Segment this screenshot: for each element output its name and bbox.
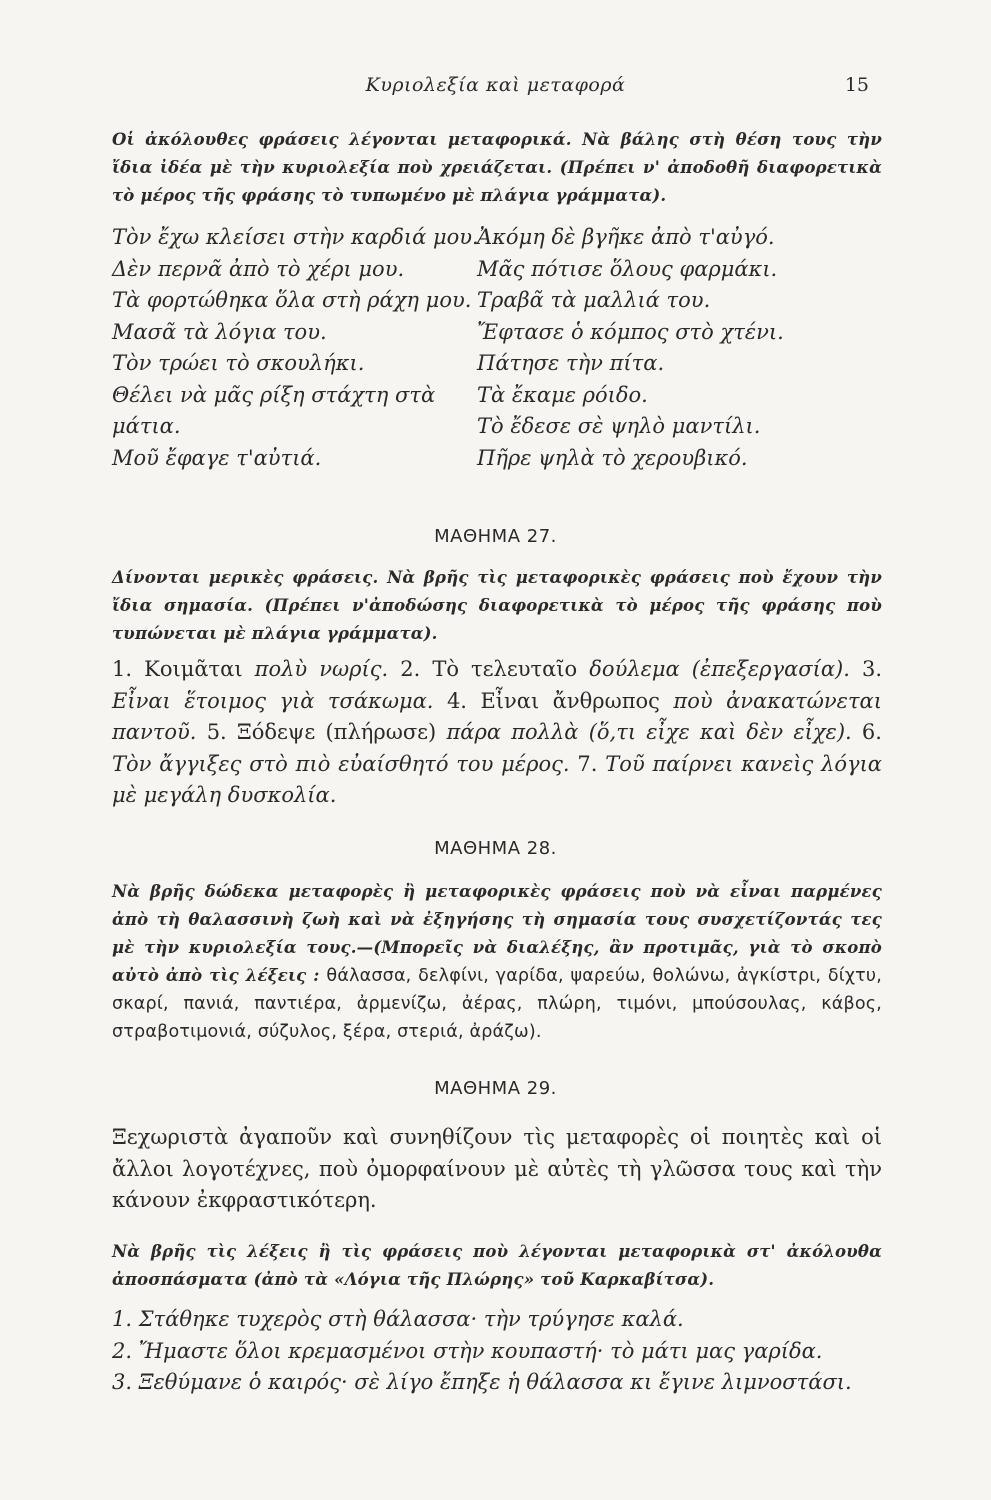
lesson-27-items — [112, 654, 882, 812]
phrase-item: Θέλει νὰ μᾶς ρίξη στάχτη στὰ — [112, 382, 436, 407]
phrase-item: Ἔφτασε ὁ κόμπος στὸ χτένι. — [477, 319, 784, 344]
item-number: 4. — [446, 688, 467, 713]
lesson-27-heading: ΜΑΘΗΜΑ 27. — [434, 526, 557, 547]
phrase-item: μάτια. — [112, 414, 181, 438]
left-phrase-column — [112, 222, 479, 474]
item-italic: δούλεμα (ἐπεξεργασία). — [589, 657, 850, 681]
phrase-item: Ἀκόμη δὲ βγῆκε ἀπὸ τ'αὐγό. — [477, 225, 775, 249]
lesson-28-instruction-text: Νὰ βρῆς δώδεκα μεταφορὲς ἢ μεταφορικὲς φράσεις ποὺ νὰ εἶναι παρμένες ἀπὸ τὴ θαλασσινὴ ζωὴ καὶ νὰ ἐξηγήσης τὴ σημασία τους συσχετίζοντάς τες μὲ τὴν κυριολεξία τους.—(Μπορεῖς νὰ διαλέξης, ἂν προτιμᾶς, γιὰ τὸ σκοπὸ αὐτὸ ἀπὸ τὶς λέξεις : — [112, 882, 882, 985]
lesson-28-instruction — [112, 878, 882, 1046]
item-italic: Τοῦ παίρνει κανεὶς λόγια μὲ μεγάλη δυσκολία. — [112, 751, 882, 807]
item-italic: Τὸν ἄγγιξες στὸ πιὸ εὐαίσθητό του μέρος. — [112, 751, 570, 776]
lesson-28-heading: ΜΑΘΗΜΑ 28. — [434, 838, 557, 859]
phrase-columns — [112, 222, 882, 482]
item-plain: Κοιμᾶται — [144, 657, 243, 681]
phrase-item: Τραβᾶ τὰ μαλλιά του. — [477, 288, 711, 312]
excerpt-item: 3. Ξεθύμανε ὁ καιρός· σὲ λίγο ἔπηξε ἡ θάλασσα κι ἔγινε λιμνοστάσι. — [112, 1370, 852, 1394]
phrase-item: Τὸν ἔχω κλείσει στὴν καρδιά μου. — [112, 225, 479, 249]
item-plain: Εἶναι ἄνθρωπος — [480, 688, 660, 713]
item-number: 5. — [206, 720, 227, 744]
page-number: 15 — [844, 74, 869, 96]
excerpt-item: 1. Στάθηκε τυχερὸς στὴ θάλασσα· τὴν τρύγησε καλά. — [112, 1307, 684, 1331]
phrase-item: Τὰ ἔκαμε ρόιδο. — [477, 382, 648, 407]
phrase-item: Μασᾶ τὰ λόγια του. — [112, 319, 327, 344]
page-header — [0, 74, 991, 104]
item-number: 7. — [577, 751, 598, 776]
phrase-item: Τὸ ἔδεσε σὲ ψηλὸ μαντίλι. — [477, 414, 761, 438]
item-italic: Εἶναι ἕτοιμος γιὰ τσάκωμα. — [112, 688, 434, 713]
item-plain: Τὸ τελευταῖο — [432, 657, 578, 681]
phrase-item: Πάτησε τὴν πίτα. — [477, 351, 665, 375]
intro-instruction: Οἱ ἀκόλουθες φράσεις λέγονται μεταφορικά. Νὰ βάλης στὴ θέση τους τὴν ἴδια ἰδέα μὲ τὴν κυριολεξία ποὺ χρειάζεται. (Πρέπει ν' ἀποδοθῆ διαφορετικὰ τὸ μέρος τῆς φράσης τὸ τυπωμένο μὲ πλάγια γράμματα). — [112, 130, 882, 205]
lesson-28-word-list: θάλασσα, δελφίνι, γαρίδα, ψαρεύω, θολώνω, ἀγκίστρι, δίχτυ, σκαρί, πανιά, παντιέρα, ἀρμενίζω, ἀέρας, πλώρη, τιμόνι, μπούσουλας, κάβος, στραβοτιμονιά, σύζυλος, ξέρα, στεριά, ἀράζω). — [112, 966, 883, 1042]
item-italic: ποὺ ἀνακατώνεται παντοῦ. — [112, 688, 882, 744]
excerpt-item: 2. Ἤμαστε ὅλοι κρεμασμένοι στὴν κουπαστή· τὸ μάτι μας γαρίδα. — [112, 1338, 823, 1363]
phrase-item: Μοῦ ἔφαγε τ'αὐτιά. — [112, 445, 322, 470]
phrase-item: Δὲν περνᾶ ἀπὸ τὸ χέρι μου. — [112, 256, 405, 281]
item-number: 6. — [861, 720, 882, 744]
lesson-29-paragraph: Ξεχωριστὰ ἀγαποῦν καὶ συνηθίζουν τὶς μεταφορὲς οἱ ποιητὲς καὶ οἱ ἄλλοι λογοτέχνες, ποὺ ὀμορφαίνουν μὲ αὐτὲς τὴ γλῶσσα τους καὶ τὴν κάνουν ἐκφραστικότερη. — [112, 1125, 882, 1212]
phrase-item: Μᾶς πότισε ὅλους φαρμάκι. — [477, 256, 778, 281]
item-italic: πάρα πολλὰ (ὅ,τι εἶχε καὶ δὲν εἶχε). — [446, 720, 852, 744]
item-number: 2. — [400, 657, 421, 681]
item-plain: Ξόδεψε (πλήρωσε) — [236, 720, 437, 744]
running-title: Κυριολεξία καὶ μεταφορά — [365, 74, 626, 96]
phrase-item: Τὰ φορτώθηκα ὅλα στὴ ράχη μου. — [112, 288, 472, 312]
phrase-item: Πῆρε ψηλὰ τὸ χερουβικό. — [477, 445, 748, 470]
item-italic: πολὺ νωρίς. — [254, 657, 389, 681]
lesson-29-excerpts — [112, 1304, 882, 1399]
phrase-item: Τὸν τρώει τὸ σκουλήκι. — [112, 351, 365, 375]
lesson-29-heading: ΜΑΘΗΜΑ 29. — [434, 1078, 557, 1099]
item-number: 1. — [112, 657, 133, 681]
item-number: 3. — [861, 657, 882, 681]
lesson-27-instruction: Δίνονται μερικὲς φράσεις. Νὰ βρῆς τὶς μεταφορικὲς φράσεις ποὺ ἔχουν τὴν ἴδια σημασία. (Πρέπει ν'ἀποδώσης διαφορετικὰ τὸ μέρος τῆς φράσης ποὺ τυπώνεται μὲ πλάγια γράμματα). — [112, 568, 882, 643]
lesson-29-instruction: Νὰ βρῆς τὶς λέξεις ἢ τὶς φράσεις ποὺ λέγονται μεταφορικὰ στ' ἀκόλουθα ἀποσπάσματα (ἀπὸ τὰ «Λόγια τῆς Πλώρης» τοῦ Καρκαβίτσα). — [112, 1242, 882, 1289]
right-phrase-column — [477, 222, 887, 474]
